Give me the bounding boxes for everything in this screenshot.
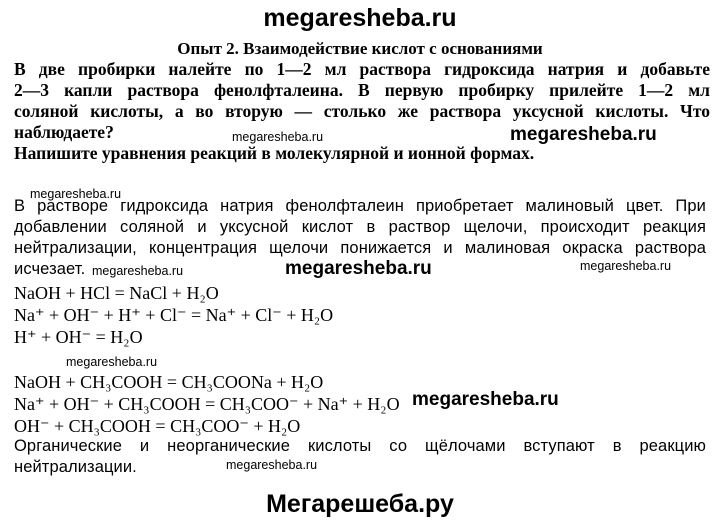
watermark-big: megaresheba.ru <box>510 124 657 145</box>
task-line: соляной кислоты, а во вторую — столько же раствора уксусной кислоты. Что <box>14 101 710 121</box>
equation-acetic-full-ionic: Na⁺ + OH⁻ + CH₃COOH = CH₃COO⁻ + Na⁺ + H₂O <box>14 394 400 414</box>
site-title-top: megaresheba.ru <box>263 4 457 32</box>
conclusion-line: Органические и неорганические кислоты со щёлочами вступают в реакцию <box>14 437 706 455</box>
site-title-bottom: Мегарешеба.ру <box>266 490 454 518</box>
equation-acetic-short-ionic: OH⁻ + CH₃COOH = CH₃COO⁻ + H₂O <box>14 416 301 436</box>
watermark-small: megaresheba.ru <box>66 355 158 369</box>
conclusion-text <box>14 436 706 478</box>
task-line: В две пробирки налейте по 1—2 мл раствора гидроксида натрия и добавьте <box>14 59 710 79</box>
conclusion-line: нейтрализации. <box>14 458 137 476</box>
task-line: Напишите уравнения реакций в молекулярной и ионной формах. <box>14 143 535 163</box>
answer-line: В растворе гидроксида натрия фенолфталеин приобретает малиновый цвет. При <box>14 197 706 215</box>
task-text <box>14 59 710 164</box>
watermark-small: megaresheba.ru <box>226 458 318 472</box>
watermark-small: megaresheba.ru <box>30 187 122 201</box>
answer-line: добавлении соляной и уксусной кислот в раствор щелочи, происходит реакция <box>14 218 706 236</box>
equation-hcl-short-ionic: H⁺ + OH⁻ = H₂O <box>14 327 143 347</box>
watermark-big: megaresheba.ru <box>285 258 432 279</box>
task-line: наблюдаете? <box>14 122 114 142</box>
watermark-big: megaresheba.ru <box>412 389 559 410</box>
watermark-small: megaresheba.ru <box>92 264 184 278</box>
watermark-small: megaresheba.ru <box>580 259 672 273</box>
answer-line: исчезает. <box>14 260 86 278</box>
watermark-small: megaresheba.ru <box>232 130 324 144</box>
equation-hcl-molecular: NaOH + HCl = NaCl + H₂O <box>14 283 219 303</box>
task-line: 2—3 капли раствора фенолфталеина. В первую пробирку прилейте 1—2 мл <box>14 80 710 100</box>
answer-line: нейтрализации, концентрация щелочи понижается и малиновая окраска раствора <box>14 239 706 257</box>
experiment-heading: Опыт 2. Взаимодействие кислот с основаниями <box>177 39 543 58</box>
equation-acetic-molecular: NaOH + CH₃COOH = CH₃COONa + H₂O <box>14 372 324 392</box>
equation-hcl-full-ionic: Na⁺ + OH⁻ + H⁺ + Cl⁻ = Na⁺ + Cl⁻ + H₂O <box>14 305 334 325</box>
